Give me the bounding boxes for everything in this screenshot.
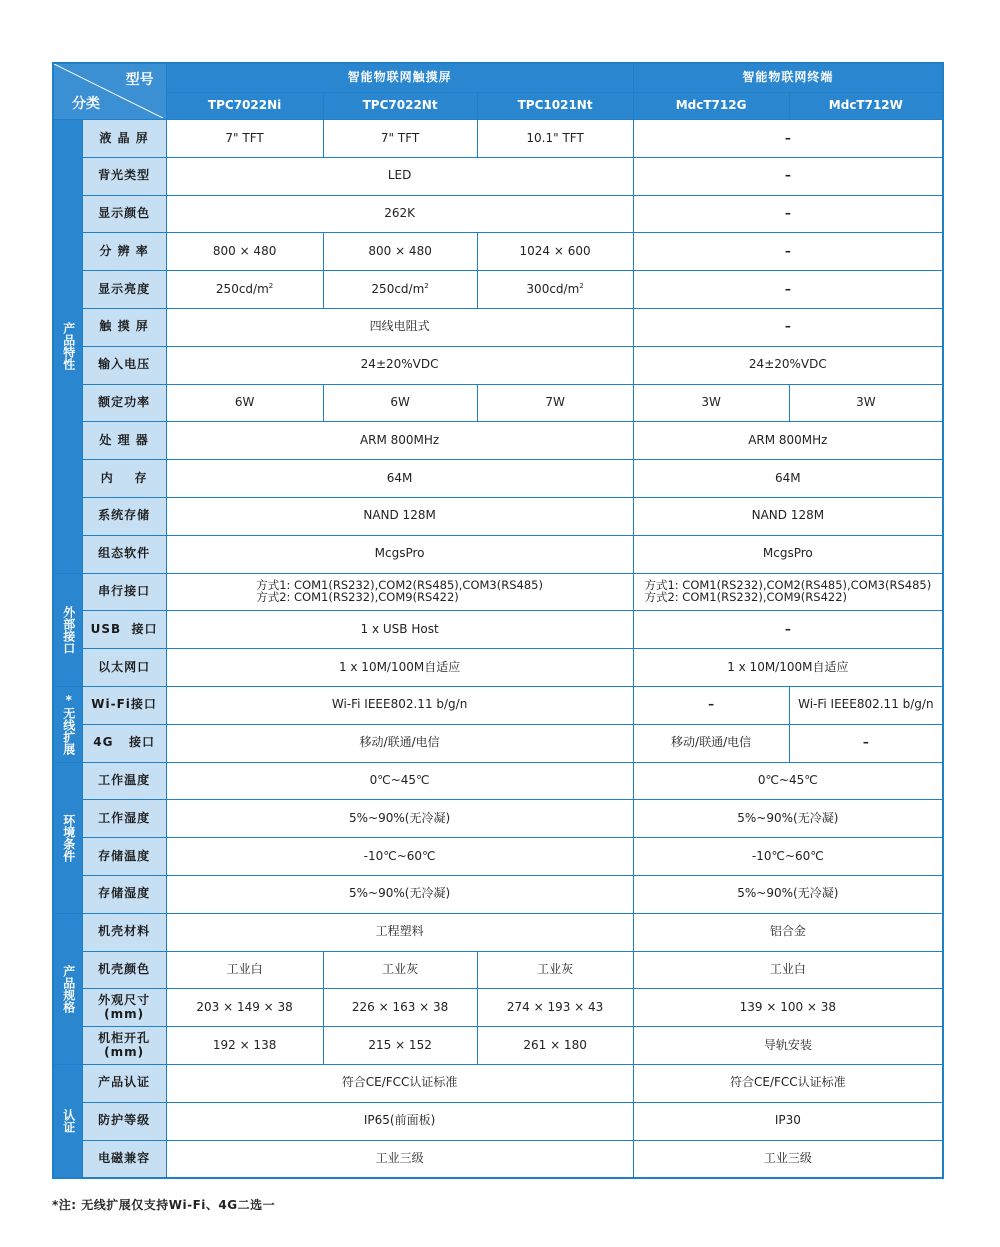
cell-value: 7" TFT	[166, 120, 323, 158]
cell-value: ARM 800MHz	[166, 422, 633, 460]
cell-value: 10.1" TFT	[477, 120, 633, 158]
cell-value: 导轨安装	[633, 1027, 943, 1065]
row-label: 处 理 器	[82, 422, 166, 460]
cell-value: 1 x 10M/100M自适应	[633, 649, 943, 687]
cell-value: 工程塑料	[166, 913, 633, 951]
table-row	[53, 535, 943, 573]
cell-value: 工业白	[166, 951, 323, 989]
group-header-screen: 智能物联网触摸屏	[166, 63, 633, 93]
table-row	[53, 686, 943, 724]
row-label: 显示颜色	[82, 195, 166, 233]
category-environment: 环境条件	[53, 762, 82, 913]
row-label: 4G 接口	[82, 724, 166, 762]
model-header: TPC1021Nt	[477, 93, 633, 120]
table-row	[53, 271, 943, 309]
table-row	[53, 875, 943, 913]
cell-value: NAND 128M	[166, 497, 633, 535]
table-row	[53, 497, 943, 535]
model-header: MdcT712W	[789, 93, 943, 120]
corner-header-cell	[53, 63, 166, 120]
cell-value: 工业三级	[633, 1140, 943, 1178]
table-row	[53, 346, 943, 384]
cell-value: 移动/联通/电信	[166, 724, 633, 762]
footnote: *注: 无线扩展仅支持Wi-Fi、4G二选一	[52, 1198, 276, 1212]
cell-value: 800 × 480	[166, 233, 323, 271]
serial-modes	[256, 579, 543, 604]
row-label: 外观尺寸 (mm)	[82, 989, 166, 1027]
cell-value: IP65(前面板)	[166, 1102, 633, 1140]
cell-value: McgsPro	[166, 535, 633, 573]
spec-table	[52, 62, 944, 1179]
category-product: 产品特性	[53, 120, 82, 574]
serial-mode-1: 方式1: COM1(RS232),COM2(RS485),COM3(RS485)	[256, 577, 543, 592]
category-spec: 产品规格	[53, 913, 82, 1064]
row-label: 内 存	[82, 460, 166, 498]
wireless-label: 无线扩展	[61, 707, 76, 756]
table-row	[53, 384, 943, 422]
cell-value: 1 x USB Host	[166, 611, 633, 649]
cell-value: 3W	[633, 384, 789, 422]
cell-value: 四线电阻式	[166, 308, 633, 346]
cell-value	[633, 573, 943, 611]
cell-value: 24±20%VDC	[633, 346, 943, 384]
cell-value: 64M	[166, 460, 633, 498]
cell-dash: –	[633, 271, 943, 309]
row-label: 组态软件	[82, 535, 166, 573]
cell-value: 203 × 149 × 38	[166, 989, 323, 1027]
row-label: 输入电压	[82, 346, 166, 384]
cell-value: NAND 128M	[633, 497, 943, 535]
row-label: 背光类型	[82, 157, 166, 195]
cell-value: 64M	[633, 460, 943, 498]
cell-value: IP30	[633, 1102, 943, 1140]
row-label: 以太网口	[82, 649, 166, 687]
cell-value: 5%~90%(无冷凝)	[633, 875, 943, 913]
cell-dash: –	[633, 120, 943, 158]
row-label: 电磁兼容	[82, 1140, 166, 1178]
value-text: 250cd/m	[371, 282, 425, 297]
corner-model-label: 型号	[125, 72, 154, 88]
cell-value: 800 × 480	[323, 233, 477, 271]
cell-value: 262K	[166, 195, 633, 233]
cell-value: 7W	[477, 384, 633, 422]
table-row	[53, 1140, 943, 1178]
cell-value: 139 × 100 × 38	[633, 989, 943, 1027]
table-row	[53, 649, 943, 687]
cell-value: 192 × 138	[166, 1027, 323, 1065]
cell-dash: –	[789, 724, 943, 762]
table-row	[53, 989, 943, 1027]
superscript: 2	[579, 282, 584, 291]
cell-value: ARM 800MHz	[633, 422, 943, 460]
table-row	[53, 724, 943, 762]
header-row-models	[53, 93, 943, 120]
row-label: 机壳材料	[82, 913, 166, 951]
cell-value: 6W	[323, 384, 477, 422]
table-row	[53, 422, 943, 460]
cell-value: Wi-Fi IEEE802.11 b/g/n	[166, 686, 633, 724]
cell-value: 261 × 180	[477, 1027, 633, 1065]
cell-value: 24±20%VDC	[166, 346, 633, 384]
cell-value: 符合CE/FCC认证标准	[166, 1064, 633, 1102]
row-label: 存储湿度	[82, 875, 166, 913]
table-row	[53, 1027, 943, 1065]
table-row	[53, 233, 943, 271]
table-row	[53, 460, 943, 498]
cell-value: 7" TFT	[323, 120, 477, 158]
row-label: 显示亮度	[82, 271, 166, 309]
row-label: 防护等级	[82, 1102, 166, 1140]
cell-value: LED	[166, 157, 633, 195]
cell-value: 移动/联通/电信	[633, 724, 789, 762]
row-label: 机柜开孔 (mm)	[82, 1027, 166, 1065]
cell-value: Wi-Fi IEEE802.11 b/g/n	[789, 686, 943, 724]
row-label: 串行接口	[82, 573, 166, 611]
row-label: 存储温度	[82, 838, 166, 876]
cell-value: 5%~90%(无冷凝)	[633, 800, 943, 838]
cell-dash: –	[633, 686, 789, 724]
serial-mode-2: 方式2: COM1(RS232),COM9(RS422)	[256, 590, 459, 605]
model-header: MdcT712G	[633, 93, 789, 120]
table-row	[53, 913, 943, 951]
header-row-groups	[53, 63, 943, 93]
table-row	[53, 195, 943, 233]
cell-value: 0℃~45℃	[166, 762, 633, 800]
cell-value: 工业白	[633, 951, 943, 989]
cell-value: -10℃~60℃	[166, 838, 633, 876]
cell-value: 铝合金	[633, 913, 943, 951]
cell-value: 1 x 10M/100M自适应	[166, 649, 633, 687]
cell-value: 符合CE/FCC认证标准	[633, 1064, 943, 1102]
category-external: 外部接口	[53, 573, 82, 686]
row-label: Wi-Fi接口	[82, 686, 166, 724]
cell-value: 1024 × 600	[477, 233, 633, 271]
table-row	[53, 120, 943, 158]
table-row	[53, 611, 943, 649]
cell-value: 工业三级	[166, 1140, 633, 1178]
row-label: 液 晶 屏	[82, 120, 166, 158]
row-label: 分 辨 率	[82, 233, 166, 271]
cell-value: 215 × 152	[323, 1027, 477, 1065]
row-label: 工作温度	[82, 762, 166, 800]
cell-value: 5%~90%(无冷凝)	[166, 875, 633, 913]
row-label: 机壳颜色	[82, 951, 166, 989]
cell-value: 0℃~45℃	[633, 762, 943, 800]
superscript: 2	[268, 282, 274, 291]
cell-value: 226 × 163 × 38	[323, 989, 477, 1027]
cell-value	[166, 271, 323, 309]
cell-dash: –	[633, 308, 943, 346]
table-row	[53, 157, 943, 195]
table-row	[53, 308, 943, 346]
cell-value: 工业灰	[477, 951, 633, 989]
cell-dash: –	[633, 611, 943, 649]
table-row	[53, 951, 943, 989]
cell-value: 5%~90%(无冷凝)	[166, 800, 633, 838]
cell-value	[166, 573, 633, 611]
table-row	[53, 800, 943, 838]
row-label: 产品认证	[82, 1064, 166, 1102]
model-header: TPC7022Ni	[166, 93, 323, 120]
row-label: 触 摸 屏	[82, 308, 166, 346]
table-row	[53, 762, 943, 800]
wireless-star: *	[61, 693, 76, 708]
table-row	[53, 1064, 943, 1102]
cell-value	[477, 271, 633, 309]
cell-value	[323, 271, 477, 309]
cell-value: 3W	[789, 384, 943, 422]
serial-mode-1: 方式1: COM1(RS232),COM2(RS485),COM3(RS485)	[644, 577, 932, 592]
superscript: 2	[424, 282, 429, 291]
row-label: 额定功率	[82, 384, 166, 422]
cell-dash: –	[633, 157, 943, 195]
category-cert: 认证	[53, 1064, 82, 1178]
category-wireless	[53, 686, 82, 762]
group-header-terminal: 智能物联网终端	[633, 63, 943, 93]
serial-modes	[644, 579, 931, 604]
cell-value: McgsPro	[633, 535, 943, 573]
cell-value: 274 × 193 × 43	[477, 989, 633, 1027]
table-row	[53, 573, 943, 611]
cell-value: -10℃~60℃	[633, 838, 943, 876]
cell-dash: –	[633, 195, 943, 233]
cell-value: 6W	[166, 384, 323, 422]
row-label: 系统存储	[82, 497, 166, 535]
value-text: 250cd/m	[215, 282, 269, 297]
row-label: USB 接口	[82, 611, 166, 649]
table-row	[53, 1102, 943, 1140]
row-label: 工作湿度	[82, 800, 166, 838]
cell-value: 工业灰	[323, 951, 477, 989]
table-row	[53, 838, 943, 876]
cell-dash: –	[633, 233, 943, 271]
corner-category-label: 分类	[72, 95, 100, 112]
serial-mode-2: 方式2: COM1(RS232),COM9(RS422)	[644, 590, 848, 605]
model-header: TPC7022Nt	[323, 93, 477, 120]
value-text: 300cd/m	[526, 282, 580, 297]
